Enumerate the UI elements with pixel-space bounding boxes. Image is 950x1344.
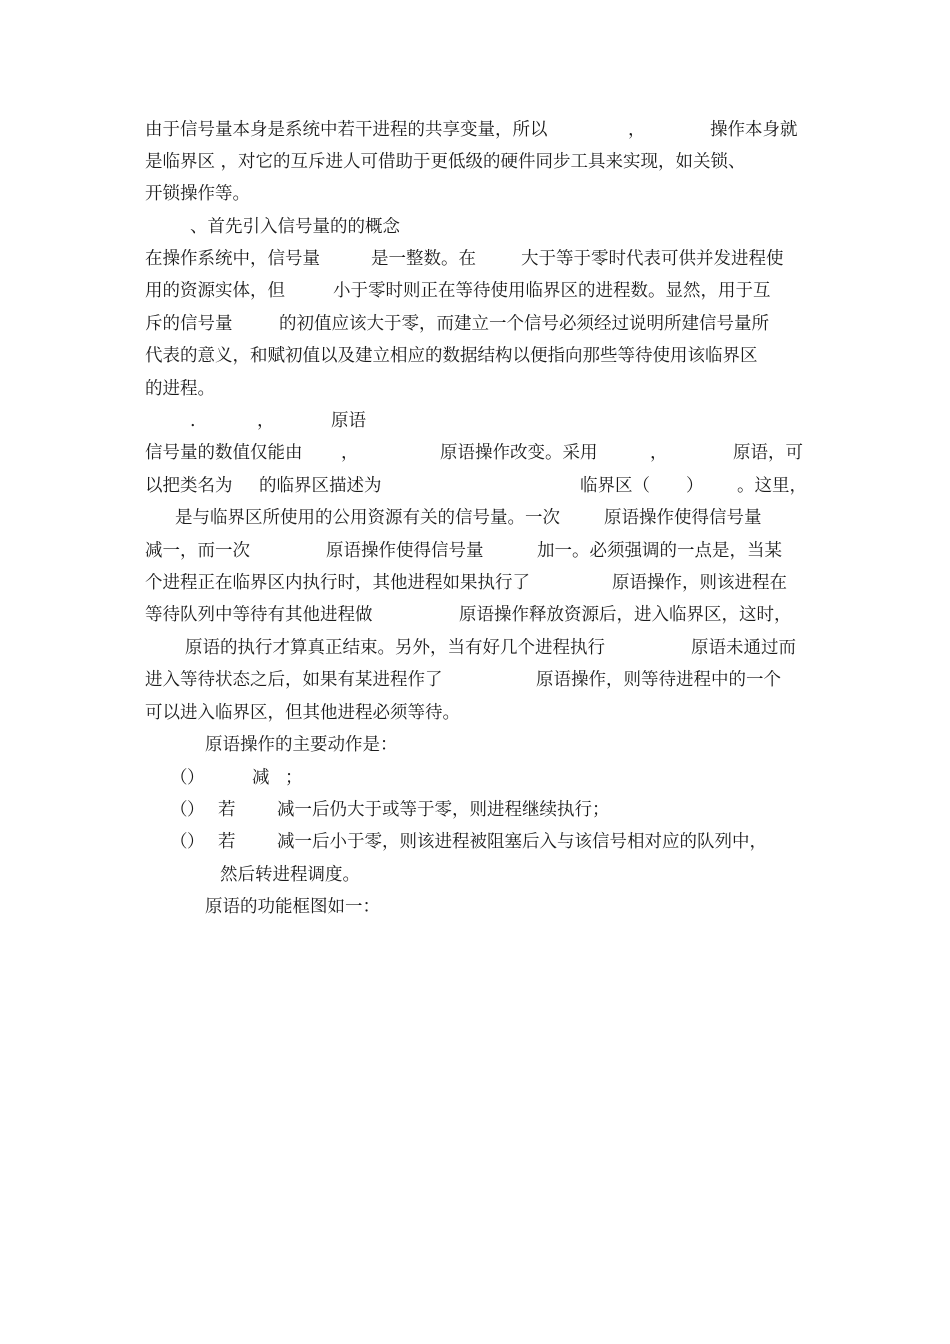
text-segment: 、首先引入信号量的的概念 bbox=[190, 217, 400, 237]
text-segment: 小于零时则正在等待使用临界区的进程数。显然，用于互 bbox=[333, 281, 771, 301]
text-segment: （ bbox=[170, 800, 188, 820]
text-segment: ， bbox=[341, 443, 359, 463]
text-segment: 可以进入临界区，但其他进程必须等待。 bbox=[145, 703, 460, 723]
text-segment: 加一。必须强调的一点是，当某 bbox=[537, 541, 782, 561]
text-segment: ） bbox=[187, 832, 205, 852]
text-segment: 是一整数。在 bbox=[371, 249, 476, 269]
text-segment: 以把类名为 bbox=[145, 476, 233, 496]
text-segment: （ bbox=[170, 832, 188, 852]
text-segment: 。这里， bbox=[737, 476, 807, 496]
text-segment: 在操作系统中，信号量 bbox=[145, 249, 320, 269]
text-segment: 原语，可 bbox=[733, 443, 803, 463]
text-segment: 的进程。 bbox=[145, 379, 215, 399]
text-segment: 个进程正在临界区内执行时，其他进程如果执行了 bbox=[145, 573, 530, 593]
text-segment: 大于等于零时代表可供并发进程使 bbox=[521, 249, 784, 269]
text-segment: 原语 bbox=[331, 411, 366, 431]
text-segment: 是与临界区所使用的公用资源有关的信号量。一次 bbox=[175, 508, 560, 528]
text-segment: 原语的执行才算真正结束。另外，当有好几个进程执行 bbox=[185, 638, 605, 658]
text-segment: （ bbox=[170, 768, 188, 788]
text-segment: 原语操作释放资源后，进入临界区，这时， bbox=[459, 605, 792, 625]
text-segment: 原语操作使得信号量 bbox=[604, 508, 762, 528]
text-segment: ； bbox=[285, 768, 303, 788]
text-segment: 开锁操作等。 bbox=[145, 184, 250, 204]
text-segment: 操作本身就 bbox=[710, 120, 798, 140]
text-segment: 原语的功能框图如一： bbox=[205, 897, 380, 917]
text-segment: 的临界区描述为 bbox=[259, 476, 382, 496]
text-segment: 原语操作的主要动作是： bbox=[205, 735, 398, 755]
text-segment: 原语操作，则等待进程中的一个 bbox=[536, 670, 781, 690]
text-segment: ， bbox=[650, 443, 668, 463]
text-segment: 原语操作，则该进程在 bbox=[612, 573, 787, 593]
text-segment: 信号量的数值仅能由 bbox=[145, 443, 303, 463]
text-segment: 由于信号量本身是系统中若干进程的共享变量，所以 bbox=[145, 120, 548, 140]
text-segment: 若 bbox=[218, 832, 236, 852]
text-segment: 原语未通过而 bbox=[691, 638, 796, 658]
text-segment: 代表的意义，和赋初值以及建立相应的数据结构以便指向那些等待使用该临界区 bbox=[145, 346, 758, 366]
text-segment: 用的资源实体，但 bbox=[145, 281, 285, 301]
text-segment: 的初值应该大于零，而建立一个信号必须经过说明所建信号量所 bbox=[279, 314, 769, 334]
text-segment: 临界区（ bbox=[580, 476, 650, 496]
text-segment: ） bbox=[187, 768, 205, 788]
text-segment: ， bbox=[257, 411, 275, 431]
text-segment: 减一后仍大于或等于零，则进程继续执行； bbox=[277, 800, 610, 820]
text-segment: 然后转进程调度。 bbox=[220, 865, 360, 885]
text-segment: 原语操作改变。采用 bbox=[440, 443, 598, 463]
text-segment: 减一后小于零，则该进程被阻塞后入与该信号相对应的队列中， bbox=[277, 832, 767, 852]
text-segment: ， bbox=[628, 120, 646, 140]
text-segment: 进入等待状态之后，如果有某进程作了 bbox=[145, 670, 443, 690]
text-segment: 原语操作使得信号量 bbox=[326, 541, 484, 561]
text-segment: 等待队列中等待有其他进程做 bbox=[145, 605, 373, 625]
text-segment: ） bbox=[187, 800, 205, 820]
text-segment: 斥的信号量 bbox=[145, 314, 233, 334]
text-segment: 减 bbox=[252, 768, 270, 788]
text-segment: 减一，而一次 bbox=[145, 541, 250, 561]
text-segment: . bbox=[190, 411, 196, 431]
text-segment: 是临界区 ，对它的互斥进人可借助于更低级的硬件同步工具来实现，如关锁、 bbox=[145, 152, 746, 172]
text-segment: 若 bbox=[218, 800, 236, 820]
text-segment: ） bbox=[686, 476, 704, 496]
